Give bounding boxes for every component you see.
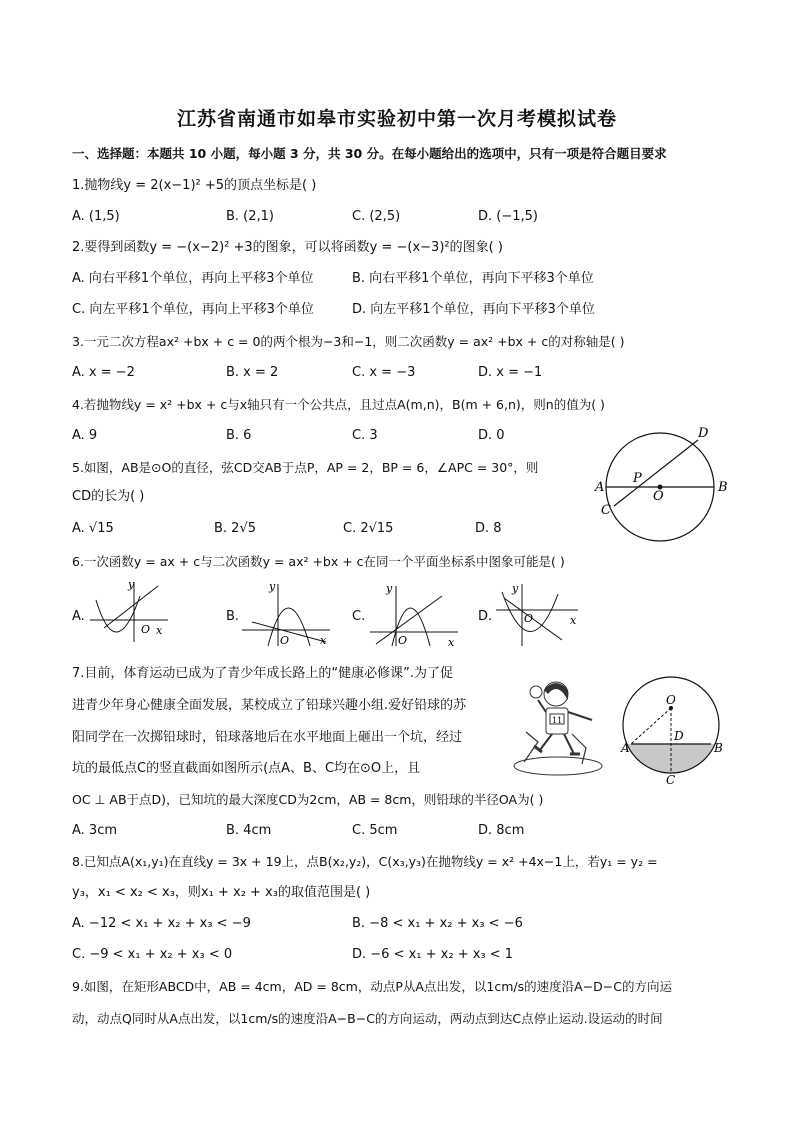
question-7-line5: OC ⊥ AB于点D)，已知坑的最大深度CD为2cm，AB = 8cm，则铅球的半径OA为( ) (72, 792, 544, 807)
q8-option-d[interactable]: D. −6 < x₁ + x₂ + x₃ < 1 (352, 947, 514, 962)
question-2-stem: 2.要得到函数y = −(x−2)² +3的图象，可以将函数y = −(x−3)²的图象( ) (72, 240, 503, 255)
q1-option-b[interactable]: B. (2,1) (226, 209, 275, 224)
question-7-line3: 阳同学在一次掷铅球时，铅球落地后在水平地面上砸出一个坑，经过 (72, 730, 463, 745)
q1-option-d[interactable]: D. (−1,5) (478, 209, 538, 224)
shot-put-athlete-illustration (512, 672, 608, 778)
q7-option-d[interactable]: D. 8cm (478, 823, 525, 838)
q6-option-a[interactable]: A. (72, 609, 85, 624)
q6-option-d[interactable]: D. (478, 609, 493, 624)
q5-option-b[interactable]: B. 2√5 (214, 521, 257, 536)
label-d: D (698, 426, 709, 441)
question-3-stem: 3.一元二次方程ax² +bx + c = 0的两个根为−3和−1，则二次函数y = ax² +bx + c的对称轴是( ) (72, 334, 625, 349)
y-label: y (269, 580, 276, 593)
origin-label: O (524, 612, 534, 625)
q3-option-b[interactable]: B. x = 2 (226, 365, 279, 380)
q6-graph-a (88, 578, 170, 644)
label-p: P (633, 471, 642, 486)
question-7-line2: 进青少年身心健康全面发展，某校成立了铅球兴趣小组.爱好铅球的苏 (72, 698, 467, 713)
q6-graph-d (494, 580, 586, 648)
q6-option-b[interactable]: B. (226, 609, 240, 624)
q7-option-a[interactable]: A. 3cm (72, 823, 118, 838)
question-5-stem-line2: CD的长为( ) (72, 489, 145, 504)
q2-option-d[interactable]: D. 向左平移1个单位，再向下平移3个单位 (352, 302, 595, 317)
origin-label: O (398, 634, 408, 647)
q1-option-c[interactable]: C. (2,5) (352, 209, 401, 224)
parabola (96, 596, 140, 632)
q8-option-b[interactable]: B. −8 < x₁ + x₂ + x₃ < −6 (352, 916, 523, 931)
label-a: A (621, 741, 630, 755)
bib-number: 11 (552, 716, 563, 725)
y-label: y (386, 582, 393, 595)
q3-option-c[interactable]: C. x = −3 (352, 365, 416, 380)
q1-option-a[interactable]: A. (1,5) (72, 209, 120, 224)
label-c: C (666, 773, 676, 784)
y-label: y (128, 578, 135, 591)
segment-oa (631, 708, 671, 744)
q4-option-b[interactable]: B. 6 (226, 428, 252, 443)
page-title: 江苏省南通市如皋市实验初中第一次月考模拟试卷 (176, 108, 617, 130)
question-9-line1: 9.如图，在矩形ABCD中，AB = 4cm，AD = 8cm，动点P从A点出发，以1cm/s的速度沿A−D−C的方向运 (72, 979, 673, 994)
question-6-stem: 6.一次函数y = ax + c与二次函数y = ax² +bx + c在同一个平面坐标系中图象可能是( ) (72, 554, 565, 569)
question-8-line1: 8.已知点A(x₁,y₁)在直线y = 3x + 19上，点B(x₂,y₂)，C(x₃,y₃)在抛物线y = x² +4x−1上，若y₁ = y₂ = (72, 854, 658, 869)
q6-graph-b (240, 578, 332, 648)
x-label: x (320, 634, 327, 647)
question-9-line2: 动，动点Q同时从A点出发，以1cm/s的速度沿A−B−C的方向运动，两动点到达C点停止运动.设运动的时间 (72, 1011, 663, 1026)
x-label: x (156, 624, 163, 637)
question-8-line2: y₃，x₁ < x₂ < x₃，则x₁ + x₂ + x₃的取值范围是( ) (72, 885, 371, 900)
label-b: B (718, 480, 728, 495)
question-5-stem-line1: 5.如图，AB是⊙O的直径，弦CD交AB于点P，AP = 2，BP = 6，∠APC = 30°，则 (72, 460, 539, 475)
q2-option-a[interactable]: A. 向右平移1个单位，再向上平移3个单位 (72, 271, 314, 286)
label-c: C (601, 503, 611, 518)
origin-label: O (280, 634, 290, 647)
q5-option-d[interactable]: D. 8 (475, 521, 502, 536)
question-1-stem: 1.抛物线y = 2(x−1)² +5的顶点坐标是( ) (72, 178, 317, 193)
q4-option-c[interactable]: C. 3 (352, 428, 378, 443)
q5-option-c[interactable]: C. 2√15 (343, 521, 394, 536)
label-a: A (595, 480, 605, 495)
q4-option-d[interactable]: D. 0 (478, 428, 505, 443)
label-b: B (714, 741, 723, 755)
label-o: O (666, 693, 676, 707)
q7-option-b[interactable]: B. 4cm (226, 823, 272, 838)
shot-ball (530, 686, 542, 698)
y-label: y (512, 582, 519, 595)
q7-circle-figure (614, 668, 732, 784)
q7-option-c[interactable]: C. 5cm (352, 823, 398, 838)
q6-option-c[interactable]: C. (352, 609, 366, 624)
q5-option-a[interactable]: A. √15 (72, 521, 114, 536)
question-7-line1: 7.目前，体育运动已成为了青少年成长路上的“健康必修课”.为了促 (72, 666, 454, 681)
section-heading: 一、选择题：本题共 10 小题，每小题 3 分，共 30 分。在每小题给出的选项中，只有一项是符合题目要求 (72, 146, 667, 161)
label-d: D (674, 729, 684, 743)
question-4-stem: 4.若抛物线y = x² +bx + c与x轴只有一个公共点，且过点A(m,n)，B(m + 6,n)，则n的值为( ) (72, 397, 605, 412)
q2-option-c[interactable]: C. 向左平移1个单位，再向上平移3个单位 (72, 302, 314, 317)
line (376, 596, 442, 644)
q2-option-b[interactable]: B. 向右平移1个单位，再向下平移3个单位 (352, 271, 594, 286)
q3-option-a[interactable]: A. x = −2 (72, 365, 135, 380)
q8-option-a[interactable]: A. −12 < x₁ + x₂ + x₃ < −9 (72, 916, 251, 931)
q8-option-c[interactable]: C. −9 < x₁ + x₂ + x₃ < 0 (72, 947, 233, 962)
q4-option-a[interactable]: A. 9 (72, 428, 98, 443)
x-label: x (570, 614, 577, 627)
q5-circle-figure (590, 420, 740, 550)
x-label: x (448, 636, 455, 648)
origin-label: O (141, 623, 151, 636)
line (104, 586, 158, 628)
label-o: O (653, 489, 664, 504)
question-7-line4: 坑的最低点C的竖直截面如图所示(点A、B、C均在⊙O上，且 (72, 761, 421, 776)
q3-option-d[interactable]: D. x = −1 (478, 365, 543, 380)
ground-shadow (514, 757, 602, 775)
q6-graph-c (368, 580, 460, 648)
